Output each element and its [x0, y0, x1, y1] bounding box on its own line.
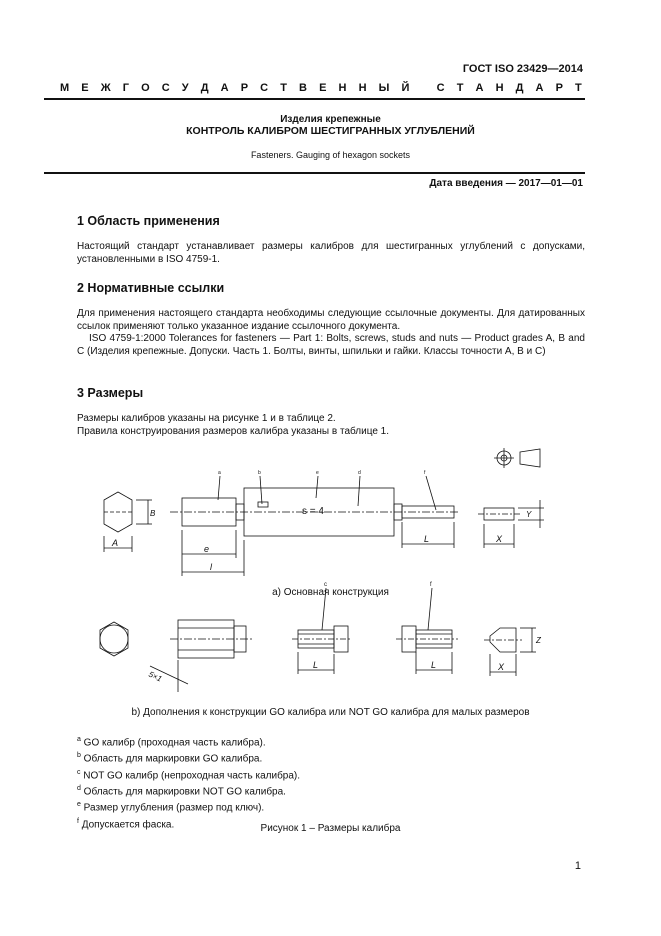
banner-letter: Г: [122, 82, 129, 94]
note-item: [77, 798, 300, 814]
banner-letter: Т: [575, 82, 582, 94]
banner-letter: С: [436, 82, 445, 94]
note-text: NOT GO калибр (непроходная часть калибра).: [80, 769, 301, 781]
banner-letter: Н: [495, 82, 504, 94]
note-text: Область для маркировки NOT GO калибра.: [80, 786, 286, 798]
mark-f-small: f: [430, 582, 432, 588]
label-L-small2: L: [431, 660, 437, 670]
banner-letter: Н: [358, 82, 367, 94]
note-text: Размер углубления (размер под ключ).: [80, 802, 265, 814]
paragraph: Размеры калибров указаны на рисунке 1 и в таблице 2.: [77, 413, 336, 424]
banner-letter: Т: [280, 82, 287, 94]
mark-b: b: [258, 470, 261, 476]
interstate-standard-banner: [60, 82, 582, 94]
banner-letter: Ы: [378, 82, 390, 94]
note-mark: b: [77, 752, 81, 760]
note-text: GO калибр (проходная часть калибра).: [80, 737, 266, 749]
gauge-drawing: [0, 440, 661, 720]
banner-letter: А: [220, 82, 229, 94]
figure-notes: [77, 733, 300, 831]
title-line1: Изделия крепежные: [280, 114, 381, 125]
banner-letter: О: [141, 82, 150, 94]
label-X-small: X: [498, 662, 505, 672]
label-L-small1: L: [313, 660, 319, 670]
projection-symbol: [494, 448, 540, 468]
note-mark: f: [77, 817, 79, 825]
paragraph: ISO 4759-1:2000 Tolerances for fasteners — Part 1: Bolts, screws, studs and nuts — Product grades A, B and C (Изделия крепежные. Допуски. Часть 1. Болты, винты, шпильки и гайки. Классы точности A, B и C): [77, 333, 585, 357]
figure-title: Рисунок 1 – Размеры калибра: [260, 823, 401, 834]
mark-f: f: [424, 470, 426, 476]
note-mark: e: [77, 801, 81, 809]
label-Y: Y: [526, 510, 532, 519]
banner-letter: В: [299, 82, 307, 94]
section-scope-text: [77, 241, 585, 266]
small-gauge-details: [100, 588, 536, 692]
banner-letter: [421, 82, 424, 94]
section-dimensions-text: [77, 413, 585, 438]
mark-a: a: [218, 470, 221, 476]
banner-letter: Ж: [100, 82, 111, 94]
mark-d: d: [358, 470, 361, 476]
end-view: [478, 500, 544, 548]
paragraph: Настоящий стандарт устанавливает размеры калибров для шестигранных углублений с допусками, установленными в ISO 4759-1.: [77, 241, 585, 265]
label-A: A: [112, 538, 119, 548]
label-e: e: [204, 544, 210, 554]
banner-letter: А: [475, 82, 484, 94]
note-text: Область для маркировки GO калибра.: [80, 753, 263, 765]
banner-letter: Н: [338, 82, 347, 94]
section-heading-scope: 1 Область применения: [77, 214, 220, 228]
title-line2: КОНТРОЛЬ КАЛИБРОМ ШЕСТИГРАННЫХ УГЛУБЛЕНИЙ: [186, 125, 475, 137]
banner-letter: Й: [401, 82, 410, 94]
header-rule: [44, 98, 585, 100]
label-Z: Z: [536, 636, 541, 645]
chamfer-label: 5×1: [147, 669, 164, 684]
section-references-text: [77, 308, 585, 358]
paragraph: Для применения настоящего стандарта необходимы следующие ссылочные документы. Для датированных ссылок применяют только указанное издание ссылочного документа.: [77, 308, 585, 332]
mark-e: e: [316, 470, 319, 476]
label-L: L: [424, 534, 430, 544]
label-X: X: [496, 534, 503, 544]
main-gauge: [170, 476, 460, 576]
banner-letter: Е: [319, 82, 327, 94]
intro-date: Дата введения — 2017—01—01: [429, 178, 583, 189]
label-l: l: [210, 562, 212, 572]
note-item: [77, 766, 300, 782]
label-B: B: [150, 509, 156, 518]
gost-code: ГОСТ ISO 23429—2014: [462, 63, 583, 75]
title-rule: [44, 172, 585, 174]
section-heading-dimensions: 3 Размеры: [77, 386, 144, 400]
note-item: [77, 782, 300, 798]
banner-letter: А: [535, 82, 544, 94]
banner-letter: Т: [456, 82, 464, 94]
banner-letter: У: [181, 82, 189, 94]
banner-letter: С: [161, 82, 170, 94]
banner-letter: Р: [240, 82, 249, 94]
title-english: Fasteners. Gauging of hexagon sockets: [250, 150, 411, 160]
banner-letter: М: [60, 82, 70, 94]
banner-letter: С: [260, 82, 269, 94]
note-item: [77, 733, 300, 749]
banner-letter: Е: [81, 82, 89, 94]
banner-letter: Р: [555, 82, 563, 94]
note-mark: c: [77, 768, 81, 776]
note-text: Допускается фаска.: [78, 818, 175, 830]
note-mark: d: [77, 784, 81, 792]
paragraph: Правила конструирования размеров калибра указаны в таблице 1.: [77, 425, 390, 437]
s-dimension: s = 4: [302, 506, 324, 517]
banner-letter: Д: [200, 82, 209, 94]
section-heading-references: 2 Нормативные ссылки: [77, 281, 225, 295]
note-mark: a: [77, 736, 81, 743]
page-number: 1: [574, 860, 581, 872]
figure-caption-a: а) Основная конструкция: [272, 587, 389, 598]
note-item: [77, 749, 300, 765]
mark-c: c: [324, 582, 327, 588]
figure-caption-b: b) Дополнения к конструкции GO калибра или NOT GO калибра для малых размеров: [131, 707, 530, 718]
banner-letter: Д: [515, 82, 524, 94]
